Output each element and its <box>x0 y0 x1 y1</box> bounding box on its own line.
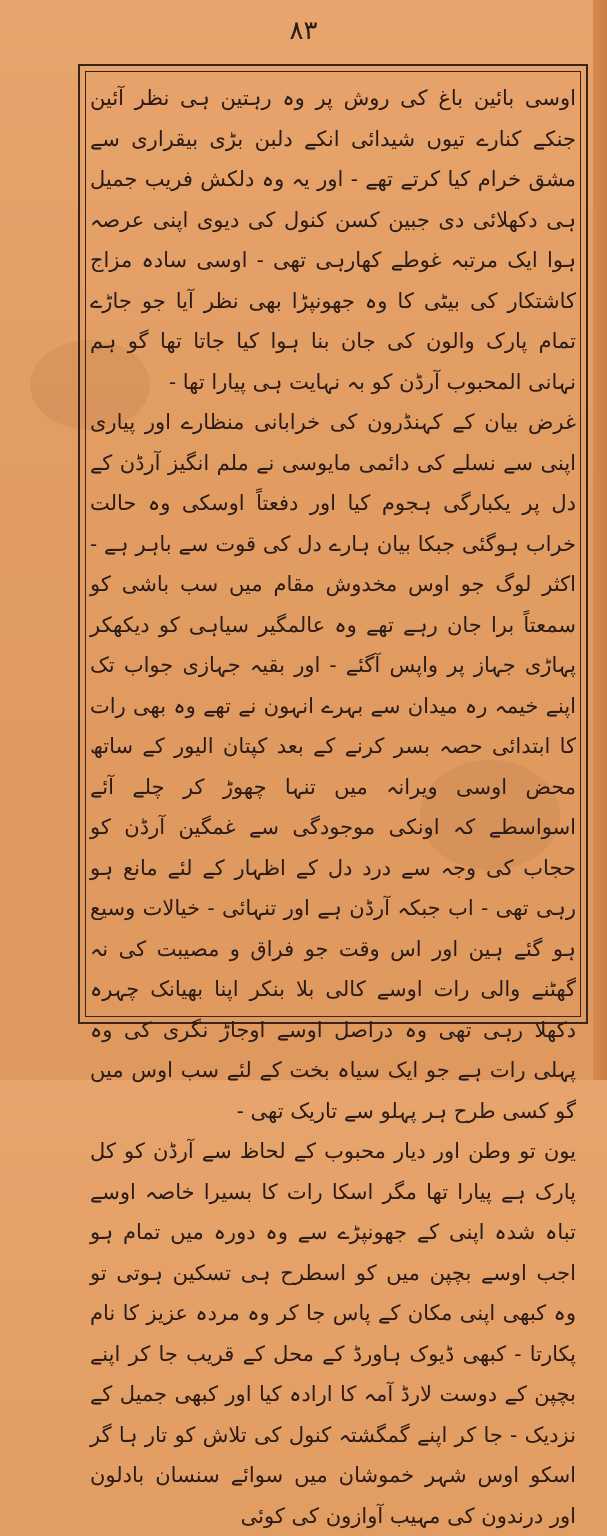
page-edge <box>593 0 607 1080</box>
paragraph: یون تو وطن اور دیار محبوب کے لحاظ سے آرڈن کو کل پارک ہے پیارا تھا مگر اسکا رات کا بسیرا خاصہ اوسے تباہ شدہ اپنی کے جھونپڑے سے وہ دورہ میں تمام ہو اجب اوسے بچپن میں کو اسطرح ہی تسکین ہوتی تو وہ کبھی اپنی مکان کے پاس جا کر وہ مردہ عزیز کا نام پکارتا - کبھی ڈیوک ہاورڈ کے محل کے قریب جا کر اپنے بچپن کے دوست لارڈ آمہ کا ارادہ کیا اور کبھی جمیل کے نزدیک - جا کر اپنے گمگشتہ کنول کی تلاش کو تار ہا گر اسکو اوس شہر خموشان میں سوائے سنسان بادلون اور درندون کی مہیب آوازون کی کوئی <box>90 1139 576 1528</box>
paragraph: اوسی بائین باغ کی روش پر وہ رہتین ہی نظر آئین جنکے کنارے تیوں شیدائی انکے دلبن بڑی بیقراری سے مشق خرام کیا کرتے تھے - اور یہ وہ دلکش فریب جمیل ہی دکھلائی دی جبین کسن کنول کی دیوی اپنی عرصہ ہوا ایک مرتبہ غوطے کھارہی تھی - اوسی سادہ مزاج کاشتکار کی بیٹی کا وہ جھونپڑا بھی نظر آیا جو جاڑے تمام پارک والون کی جان بنا ہوا کیا جاتا تھا گو ہم نہانی المحبوب آرڈن کو بہ نہایت ہی پیارا تھا - <box>90 86 576 394</box>
page-number: ۸۳ <box>289 16 318 46</box>
urdu-text-body <box>90 78 576 1528</box>
paragraph: غرض بیان کے کہنڈرون کی خرابانی منظارے اور پیاری اپنی سے نسلے کی دائمی مایوسی نے ملم انگیز آرڈن کے دل پر یکبارگی ہجوم کیا اور دفعتاً اوسکی وہ حالت خراب ہوگئی جبکا بیان ہارے دل کی قوت سے باہر ہے - اکثر لوگ جو اوس مخدوش مقام میں سب باشی کو سمعتاً برا جان رہے تھے وہ عالمگیر سیاہی کو دیکھکر پہاڑی جہاز پر واپس آگئے - اور بقیہ جہازی جواب تک اپنے خیمہ رہ میدان سے بہرے انہون نے تھے وہ بھی رات کا ابتدائی حصہ بسر کرنے کے بعد کپتان الیور کے ساتھ محض اوسی ویرانہ میں تنہا چھوڑ کر چلے آئے اسواسطے کہ اونکی موجودگی سے غمگین آرڈن کو حجاب کی وجہ سے درد دل کے اظہار کے لئے مانع ہو رہی تھی - اب جبکہ آرڈن ہے اور تنہائی - خیالات وسیع ہو گئے ہین اور اس وقت جو فراق و مصیبت کی نہ گھٹنے والی رات اوسے کالی بلا بنکر اپنا بھیانک چہرہ دکھلا رہی تھی وہ دراصل اوسے اوجاڑ نگری کی وہ پہلی رات ہے جو ایک سیاہ بخت کے لئے سب اوس میں گو کسی طرح ہر پہلو سے تاریک تھی - <box>90 410 576 1123</box>
